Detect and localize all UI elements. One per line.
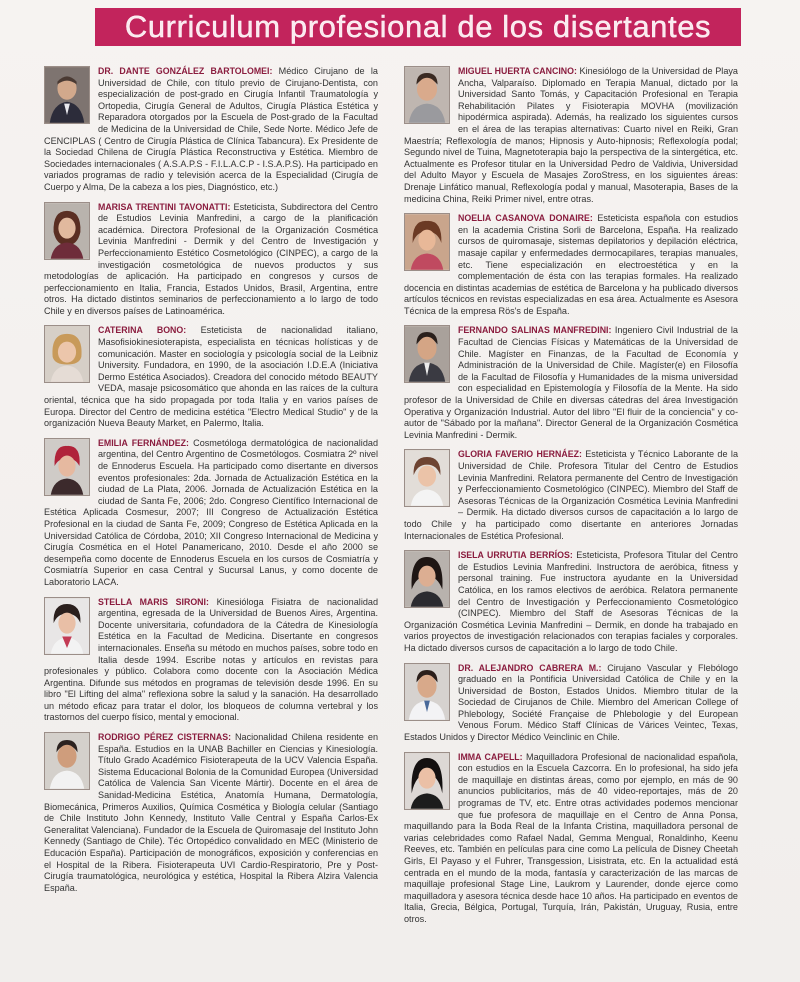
speaker-photo	[44, 325, 90, 383]
speaker-photo	[404, 213, 450, 271]
speaker-entry	[44, 597, 378, 725]
speaker-bio: Esteticista, Subdirectora del Centro de Estudios Levinia Manfredini, a cargo de la planificación académica. Directora Profesional de la Organización Cosmética Levinia Manfredini - Dermik y del Centro de Investigación y Perfeccionamiento Estético Cosmetológico (CINPEC), a cargo de la investigación cosmetológica de nuevos productos y sus metodologías de aplicación. Ha participado en congresos y cursos de perfeccionamiento en Italia, Francia, Estados Unidos, Brasil, Argentina, entre otros. Ha dictado distintos seminarios de perfeccionamiento a lo largo de todo Chile y en diversos países de Latinoamérica.	[44, 201, 378, 316]
speaker-photo	[44, 597, 90, 655]
portrait-icon	[45, 203, 89, 259]
speaker-entry	[44, 438, 378, 589]
speaker-bio: Cirujano Vascular y Flebólogo graduado en la Pontificia Universidad Católica de Chile y en la Universidad de Boston, Estados Unidos. Miembro titular de la Sociedad de Cirujanos de Chile. Miembro del American College of Phlebology, Société Française de Phlebologie y del European Venous Forum. Médico Staff Clínicas de Várices Veintec, Texas, Estados Unidos y Director Médico Veinclinic en Chile.	[404, 662, 738, 743]
speaker-bio: Kinesiólogo de la Universidad de Playa Ancha, Valparaíso. Diplomado en Terapia Manual, dictado por la Universidad Santo Tomás, y Capacitación Profesional en Terapia Rehabilitación Pilates y Fisioterapia MOVHA (movilización hipodérmica aspirada). Además, ha realizado los siguientes cursos en el área de las terapias alternativas: Cuarto nivel en Reiki, Gran Maestría; Reflexología de manos; Hipnosis y Auto-hipnosis; Reflexología podal; Segundo nivel de Tuina, Magnetoterapia bajo la perspectiva de la sintergética, etc. Actualmente es Profesor titular en la Universidad Pedro de Valdivia, Universidad del Adulto Mayor y Escuela de Masajes ZoroStress, en los siguientes áreas: Drenaje Linfático manual, Reflexología podal y manual, Masoterapia, Bases de la medicina China, Reiki Primer nivel, entre otras.	[404, 66, 738, 204]
title-banner	[95, 8, 741, 46]
portrait-icon	[45, 598, 89, 654]
speaker-bio: Esteticista de nacionalidad italiano, Masofisiokinesioterapista, especialista en técnicas holísticas y de comunicación. Master en sociología y psicología social de la Leibniz University. Fundadora, en 1990, de la asociación I.D.E.A (Iniciativa Dermo Estética Asociados). Creadora del conocido método BEAUTY VEDA, masaje psicosomático que ahonda en las raíces de la cultura oriental, técnica que ha sido propagada por toda Italia y en varios países de Europa. Director del Centro de medicina estética "Electro Medical Studio" y de la organización Nueva Beauty Market, en Palermo, Italia.	[44, 325, 378, 429]
speaker-entry	[44, 732, 378, 894]
portrait-icon	[405, 753, 449, 809]
portrait-icon	[45, 67, 89, 123]
speaker-entry	[44, 325, 378, 429]
speaker-photo	[404, 752, 450, 810]
portrait-icon	[405, 326, 449, 382]
speaker-entry	[404, 449, 738, 542]
speaker-photo	[404, 449, 450, 507]
speaker-photo	[404, 66, 450, 124]
speaker-name: STELLA MARIS SIRONI:	[98, 596, 217, 607]
speaker-entry	[44, 202, 378, 318]
speaker-entry	[44, 66, 378, 194]
speaker-name: NOELIA CASANOVA DONAIRE:	[458, 213, 598, 224]
speaker-name: GLORIA FAVERIO HERNÁEZ:	[458, 449, 586, 460]
speaker-bio: Esteticista, Profesora Titular del Centro de Estudios Levinia Manfredini. Instructora de aeróbica, fitness y personal training. Fue instructora ayudante en la Universidad Católica, en los ramos electivos de aeróbica. Relatora permanente del Centro de Investigación y Perfeccionamiento Cosmetológico (CINPEC). Miembro del Staff de Asesoras Técnicas de la Organización Cosmética Levinia Manfredini – Dermik, en donde ha trabajado en varios proyectos de investigación relacionados con terapias faciales y corporales. Ha dictado diversos cursos de capacitación a lo largo de todo Chile.	[404, 550, 738, 653]
speaker-entry	[404, 752, 738, 926]
speaker-photo	[44, 732, 90, 790]
speaker-bio: Maquilladora Profesional de nacionalidad española, con estudios en la Escuela Cazcorra. En lo profesional, ha sido jefa de maquillaje en distintas áreas, como por ejemplo, en más de 90 anuncios publicitarios, más de 40 video-reportajes, más de 20 programas de TV, etc. Entre otras actividades podemos mencionar que fue profesora de maquillaje en el Centro de Anna Ponsa, maquillando para la Boda Real de la Infanta Cristina, maquilladora personal de varias celebridades como Rafael Nadal, Gemma Mengual, Ronaldinho, Keenu Reeves, etc. También en películas para cine como La película de Disney Cheetah Girls, El Payaso y el Fuhrer, Transgession, Lisistrata, etc. En la actualidad está centrada en el mundo de la moda, fantasía y caracterización de las marcas de maquillaje profesional Stage Line, Laukrom y Laurender, donde ejerce como maquilladora y asesora técnica desde hace 10 años. Ha participado en eventos de Italia, Grecia, Bélgica, Portugal, Turquía, Irán, Pakistán, Uruguay, Rusia, entre otros.	[404, 751, 738, 924]
portrait-icon	[405, 67, 449, 123]
speaker-entry	[404, 663, 738, 744]
left-column	[44, 66, 378, 902]
portrait-icon	[405, 551, 449, 607]
portrait-icon	[45, 326, 89, 382]
speaker-bio: Ingeniero Civil Industrial de la Facultad de Ciencias Físicas y Matemáticas de la Universidad de Chile. Magíster en Finanzas, de la Facultad de Economía y Administración de la Universidad de Chile. Magíster(e) en Filosofía de la Facultad de Filosofía y Humanidades de la misma universidad con especialidad en Epistemología y Filosofía de la Mente. Ha sido profesor de la Universidad de Chile en diversas cátedras del área Investigación Operativa y Organización Industrial. Autor del libro "El fluir de la conciencia" y co-autor de "Sábado por la mañana". Director General de la Organización Cosmética Levinia Manfredini - Dermik.	[404, 325, 738, 440]
speaker-entry	[404, 325, 738, 441]
portrait-icon	[405, 214, 449, 270]
speaker-entry	[404, 550, 738, 654]
speaker-name: DR. ALEJANDRO CABRERA M.:	[458, 662, 608, 673]
speaker-photo	[44, 202, 90, 260]
speaker-name: IMMA CAPELL:	[458, 751, 526, 762]
speaker-name: CATERINA BONO:	[98, 325, 201, 336]
speaker-name: ISELA URRUTIA BERRÍOS:	[458, 550, 577, 561]
portrait-icon	[45, 733, 89, 789]
portrait-icon	[405, 450, 449, 506]
portrait-icon	[45, 439, 89, 495]
speaker-name: DR. DANTE GONZÁLEZ BARTOLOMEI:	[98, 66, 279, 76]
right-column	[404, 66, 738, 934]
speaker-photo	[404, 325, 450, 383]
speaker-bio: Médico Cirujano de la Universidad de Chile, con título previo de Cirujano-Dentista, con especialización de post-grado en Cirugía Infantil Traumatología y Ortopedia, Cirugía General de Adultos, Cirugía Plástica Estética y Reparadora otorgados por la Escuela de Post-grado de la Facultad de Medicina de la Universidad de Chile, Sede Norte. Médico Jefe de CENCIPLAS ( Centro de Cirugía Plástica de Clínica Tabancura). Ex Presidente de la Sociedad Chilena de Cirugía Plástica Reconstructiva y Estética. Miembro de Sociedades internacionales ( A.S.A.P.S - F.I.L.A.C.P - I.S.A.P.S). Ha participado en variados programas de radio y televisión acerca de la Especialidad (Cirugía de Cuerpo y Alma, De la cabeza a los pies, Diagnóstico, etc.)	[44, 66, 378, 192]
speaker-bio: Esteticista española con estudios en la academia Cristina Sorli de Barcelona, España. Ha realizado cursos de quiromasaje, sistemas depilatorios y depilación eléctrica, masaje capilar y enfermedades dermocapilares, terapias manuales, etc. Tiene especialización en electroestética y en la complementación de ésta con las terapias formales. Ha realizado docencia en distintas academias de estética de Barcelona y ha publicado diversos artículos técnicos en revistas especializadas en esa área. Actualmente es Asesora Técnica de la empresa Rös's de España.	[404, 213, 738, 316]
speaker-photo	[44, 438, 90, 496]
speaker-name: MIGUEL HUERTA CANCINO:	[458, 66, 580, 76]
speaker-bio: Kinesióloga Fisiatra de nacionalidad argentina, egresada de la Universidad de Buenos Aires, Argentina. Docente universitaria, cofundadora de la Cátedra de Kinesiología Estética en la Facultad de Medicina. Disertante en congresos internacionales. Enseña su método en muchos países, sobre todo en Italia desde 1994. Escribe notas y artículos en revistas para profesionales y público. Colabora como docente con la Asociación Médica Argentina. Difunde sus métodos en programas de televisión desde 1996. En su libro "El Lifting del alma" reflexiona sobre la salud y la sanación. Ha desarrollado un método eficaz para tratar el dolor, los bloqueos de columna vertebral y los trastornos del cuerpo físico, mental y emocional.	[44, 596, 379, 723]
speaker-name: EMILIA FERNÁNDEZ:	[98, 437, 194, 448]
speaker-name: FERNANDO SALINAS MANFREDINI:	[458, 325, 615, 336]
speaker-bio: Esteticista y Técnico Laborante de la Universidad de Chile. Profesora Titular del Centro de Estudios Levinia Manfredini. Relatora permanente del Centro de Investigación y Perfeccionamiento Cosmetológico (CINPEC). Miembro del Staff de Asesoras Técnicas de la Organización Cosmética Levinia Manfredini – Dermik. Ha dictado diversos cursos de capacitación a lo largo de todo Chile y ha participado como disertante en anteriores Jornadas Internacionales de Estética Profesional.	[404, 449, 739, 541]
speaker-entry	[404, 66, 738, 205]
portrait-icon	[405, 664, 449, 720]
speaker-bio: Cosmetóloga dermatológica de nacionalidad argentina, del Centro Argentino de Cosmetólogos. Cosmiatra 2º nivel de Ennoderus Escuela. Ha participado como disertante en diversos eventos profesionales: 2da. Jornada de Actualización Estética en la ciudad de La Plata, 2006. Jornada de Actualización Estética en la ciudad de Santa Fe, 2006; 2do. Congreso Científico Internacional de Estética Aplicada Cosmesur, 2007; III Congreso de Actualización Estética Profesional en la ciudad de Santa Fe, 2009; Congreso de Estética Aplicada en la Universidad Católica de Córdoba, 2010; XII Congreso Internacional de Medicina y Cirugía Cosmética en el Hotel Panamericano, 2010. Desde el año 2000 se desempeña como docente de Ennoderus Escuela en los cursos de Cosmiatría y Cosmiatría Superior en casa Central y Sucursal Lanus, y como docente de Laboratorio LACA.	[44, 437, 378, 587]
page-title: Curriculum profesional de los disertantes	[124, 9, 712, 44]
speaker-photo	[404, 550, 450, 608]
speaker-photo	[404, 663, 450, 721]
speaker-name: MARISA TRENTINI TAVONATTI:	[98, 201, 234, 212]
speaker-bio: Nacionalidad Chilena residente en España. Estudios en la UNAB Bachiller en Ciencias y Kinesiología. Título Grado Académico Fisioterapeuta de la UCV Valencia España. Sistema Educacional Bolonia de la Comunidad Europea (Universidad Católica de Valencia San Vicente Mártir). Docente en el área de Sanidad-Medicina Estética, Anatomía Humana, Dermatología, Biomecánica, Primeros Auxilios, Química Cosmética y Biología celular (Santiago de Chile Instituto John Kennedy, Instituto Valle Central y España Carlos-Ex Generalitat Valenciana). Fundador de la Escuela de Quiromasaje del Instituto John Kennedy (Santiago de Chile). Téc Ortopédico convalidado en MEC (Ministerio de Educación España). Participación de monográficos, exposición y conferencias en el Hospital de la Ribera. Fisioterapeuta UVI Cardio-Respiratorio, Pre y Post-Cirugía traumatológica, neurológica y estética, Hospital la Ribera Alzira Valencia España.	[44, 732, 378, 893]
speaker-name: RODRIGO PÉREZ CISTERNAS:	[98, 732, 235, 743]
speaker-photo	[44, 66, 90, 124]
speaker-entry	[404, 213, 738, 317]
